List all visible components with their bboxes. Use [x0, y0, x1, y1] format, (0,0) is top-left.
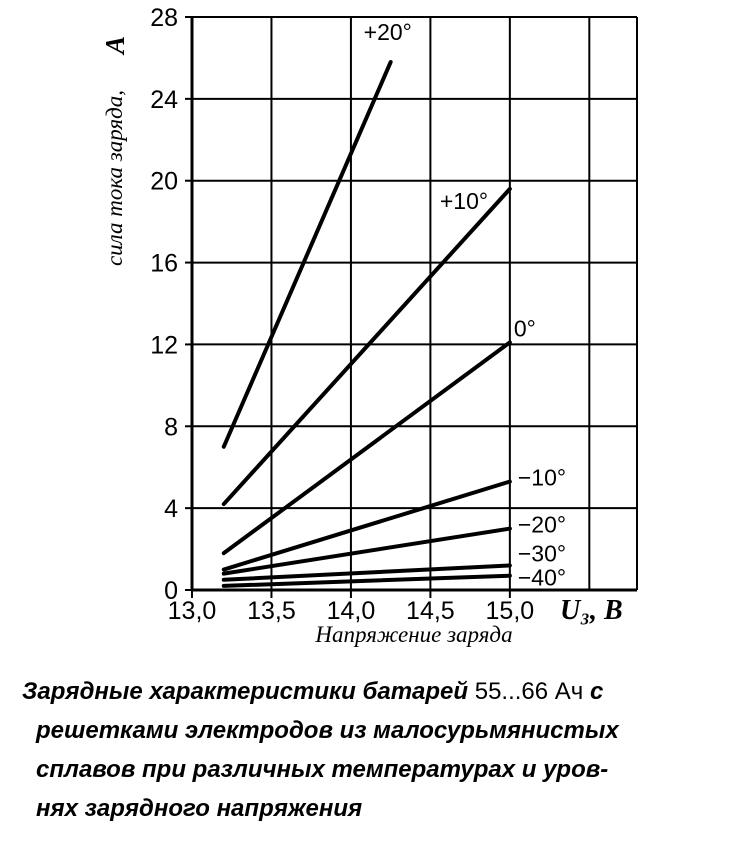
y-axis-unit: A [100, 35, 130, 55]
y-axis-title: сила тока заряда, [102, 89, 127, 267]
series-label: −20° [517, 511, 567, 538]
series-label: −40° [517, 564, 567, 591]
caption-line-1-bold: Зарядные характеристики батарей [22, 678, 469, 705]
chart-grid [192, 17, 637, 590]
caption-line-4: нях зарядного напряжения [36, 795, 363, 822]
x-axis-title: Напряжение заряда [315, 622, 513, 647]
y-tick-label: 24 [150, 85, 178, 114]
y-tick-label: 0 [164, 577, 178, 605]
x-tick-label: 14,0 [326, 597, 376, 625]
x-tick-label: 13,0 [167, 597, 217, 625]
x-tick-label: 15,0 [485, 597, 535, 625]
series-label: +10° [439, 187, 489, 214]
y-tick-label: 28 [150, 4, 178, 32]
x-tick-label: 13,5 [247, 597, 296, 625]
series-label: 0° [513, 315, 536, 342]
y-tick-label: 12 [150, 331, 178, 360]
series-label: +20° [363, 19, 412, 46]
caption-line-2: решетками электродов из малосурьмянистых [36, 717, 619, 744]
caption-capacity: 55...66 Ач [474, 678, 584, 705]
series-label: −10° [517, 464, 567, 491]
caption-line-1 [22, 672, 722, 711]
series-line [224, 62, 391, 447]
x-axis-unit: U₃, В [560, 595, 623, 626]
chart-labels [364, 19, 566, 591]
series-label: −30° [517, 540, 567, 567]
caption-line-1-end: с [589, 678, 604, 705]
caption-line-3: сплавов при различных температурах и уров- [36, 756, 609, 783]
series-line [224, 482, 510, 570]
y-tick-label: 16 [150, 249, 178, 278]
y-tick-label: 20 [150, 167, 178, 196]
series-line [224, 342, 510, 553]
y-tick-label: 4 [164, 495, 178, 524]
x-tick-label: 14,5 [406, 597, 455, 625]
y-tick-label: 8 [164, 413, 178, 442]
figure-caption [22, 672, 722, 828]
